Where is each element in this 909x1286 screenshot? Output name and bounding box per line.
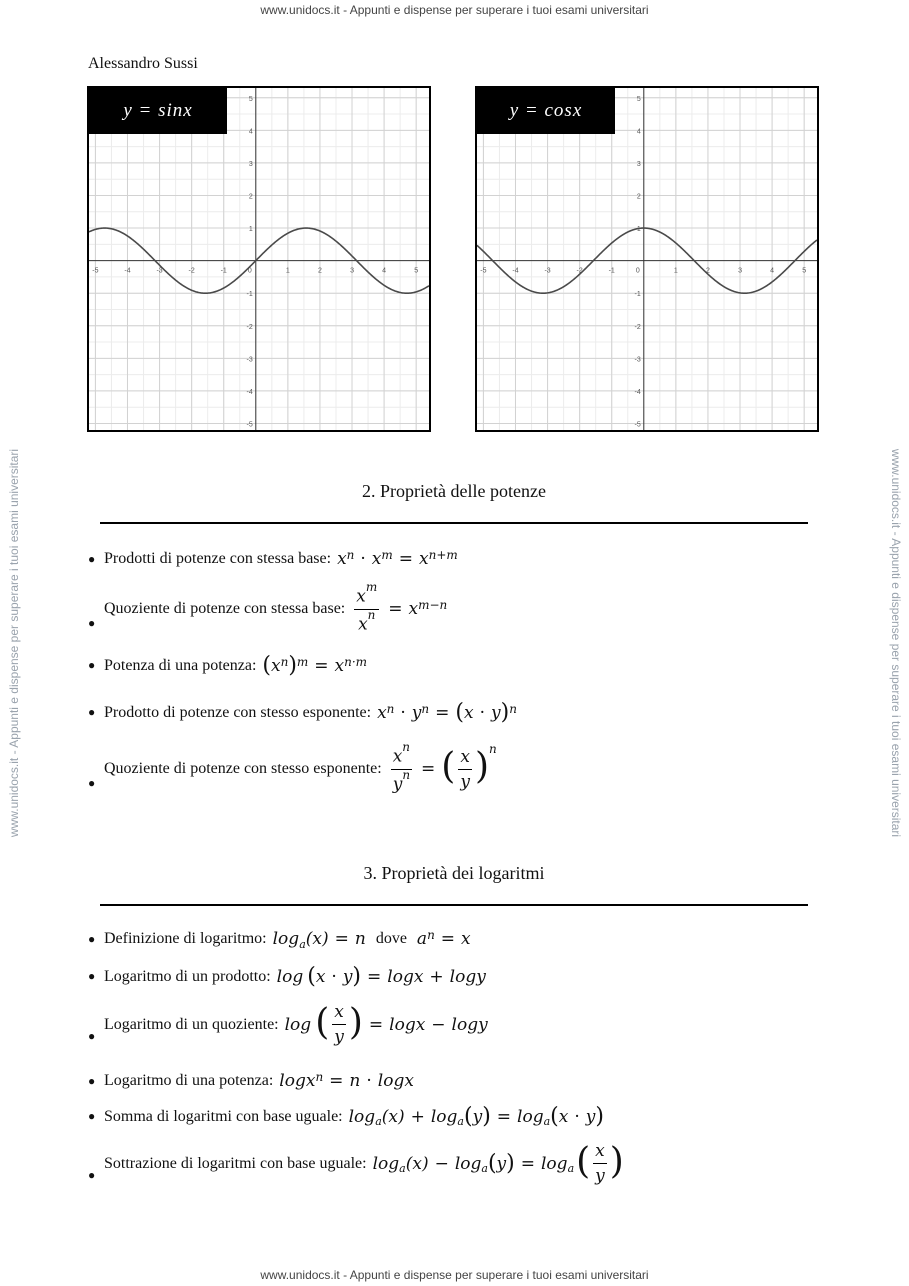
y-tick-label: 5 (636, 95, 641, 103)
sine-graph (87, 86, 431, 432)
list-item (88, 549, 458, 569)
x-tick-label: 2 (705, 267, 710, 275)
formula: x n · y n = ( x · y ) n (377, 700, 517, 725)
list-item (88, 1141, 624, 1186)
formula: log a (x) = n (272, 929, 366, 951)
list-item (88, 1104, 604, 1129)
bullet: ● (88, 705, 96, 719)
item-label: Potenza di una potenza: (104, 656, 257, 674)
list-item (88, 700, 517, 725)
bullet: ● (88, 616, 96, 631)
list-item (88, 580, 448, 635)
formula: logx n = n · logx (279, 1070, 414, 1091)
sine-graph-svg (89, 88, 429, 430)
watermark-side-left: www.unidocs.it - Appunti e dispense per superare i tuoi esami universitari (7, 448, 21, 838)
formula: log ( x · y ) = logx + logy (276, 964, 486, 989)
bullet: ● (88, 776, 96, 791)
y-tick-label: -4 (634, 388, 641, 396)
item-label: Logaritmo di un prodotto: (104, 967, 271, 985)
formula: log a (x) − log a ( y ) = log a ( $\frac{x}{y}$ ) (372, 1140, 624, 1186)
bullet: ● (88, 1109, 96, 1123)
item-label: Prodotto di potenze con stesso esponente: (104, 703, 372, 721)
list-item (88, 964, 486, 989)
bullet: ● (88, 658, 96, 672)
x-tick-label: 2 (317, 267, 322, 275)
x-tick-label: 3 (350, 267, 354, 275)
y-tick-label: -1 (246, 291, 253, 299)
bullet: ● (88, 969, 96, 983)
x-tick-label: 1 (673, 267, 678, 275)
bullet: ● (88, 1029, 96, 1043)
y-tick-label: 4 (636, 128, 641, 136)
item-label: Definizione di logaritmo: (104, 930, 267, 947)
x-tick-label: 5 (802, 267, 807, 275)
x-tick-label: -1 (220, 267, 227, 275)
cosine-graph-svg (477, 88, 817, 430)
y-tick-label: -5 (634, 421, 641, 429)
y-tick-label: 3 (636, 160, 641, 168)
formula: $\frac{x^n}{y^n}$ = ( $\frac{x}{y}$ ) n (392, 740, 497, 795)
x-tick-label: -2 (576, 267, 583, 275)
watermark-footer: www.unidocs.it - Appunti e dispense per superare i tuoi esami universitari (260, 1268, 649, 1282)
formula: x n · x m = x n+m (337, 548, 458, 569)
y-tick-label: 5 (248, 95, 253, 103)
x-tick-label: -2 (188, 267, 195, 275)
item-label: Logaritmo di un quoziente: (104, 1015, 279, 1033)
section-rule (100, 904, 808, 906)
cosine-graph-label: y = cosx (477, 88, 615, 134)
y-tick-label: 3 (248, 160, 253, 168)
item-label: Quoziente di potenze con stessa base: (104, 600, 346, 618)
item-label: Prodotti di potenze con stessa base: (104, 550, 332, 567)
section-rule (100, 522, 808, 524)
y-tick-label: 2 (636, 193, 641, 201)
x-tick-label: -4 (512, 267, 519, 275)
y-tick-label: -2 (634, 323, 641, 331)
list-item (88, 929, 471, 949)
bullet: ● (88, 1168, 96, 1182)
list-item (88, 1071, 414, 1091)
formula: log ( $\frac{x}{y}$ ) = logx − logy (284, 1001, 488, 1047)
y-tick-label: -4 (246, 388, 253, 396)
x-tick-label: 4 (382, 267, 387, 275)
bullet: ● (88, 551, 96, 566)
y-tick-label: 2 (248, 193, 253, 201)
list-item (88, 653, 367, 678)
y-tick-label: 1 (248, 226, 253, 234)
x-tick-label: 0 (247, 267, 252, 275)
x-tick-label: 5 (414, 267, 419, 275)
x-tick-label: 1 (285, 267, 290, 275)
x-tick-label: -5 (480, 267, 487, 275)
formula: ( x n ) m = x n·m (262, 653, 368, 678)
formula: a n = x (416, 928, 471, 949)
y-tick-label: -3 (246, 356, 253, 364)
watermark-side-right: www.unidocs.it - Appunti e dispense per superare i tuoi esami universitari (889, 448, 903, 838)
x-tick-label: -3 (544, 267, 551, 275)
y-tick-label: 1 (636, 226, 641, 234)
list-item (88, 740, 497, 795)
formula: $\frac{x^m}{x^n}$ = x m−n (356, 580, 448, 635)
y-tick-label: 4 (248, 128, 253, 136)
section-title-potenze: 2. Proprietà delle potenze (362, 481, 546, 501)
sine-graph-label: y = sinx (89, 88, 227, 134)
cosine-graph (475, 86, 819, 432)
item-label: Logaritmo di una potenza: (104, 1072, 274, 1089)
bullet: ● (88, 931, 96, 946)
item-label: Quoziente di potenze con stesso esponente: (104, 760, 382, 778)
x-tick-label: 4 (770, 267, 775, 275)
section-title-logaritmi: 3. Proprietà dei logaritmi (363, 863, 545, 883)
word-dove: dove (375, 930, 407, 947)
y-tick-label: -5 (246, 421, 253, 429)
y-tick-label: -3 (634, 356, 641, 364)
x-tick-label: 0 (635, 267, 640, 275)
x-tick-label: -1 (608, 267, 615, 275)
y-tick-label: -1 (634, 291, 641, 299)
bullet: ● (88, 1073, 96, 1088)
x-tick-label: -3 (156, 267, 163, 275)
item-label: Somma di logaritmi con base uguale: (104, 1107, 343, 1125)
item-label: Sottrazione di logaritmi con base uguale: (104, 1154, 367, 1172)
x-tick-label: -5 (92, 267, 99, 275)
watermark-header: www.unidocs.it - Appunti e dispense per superare i tuoi esami universitari (260, 3, 649, 17)
list-item (88, 1002, 488, 1047)
author-name: Alessandro Sussi (88, 55, 198, 72)
x-tick-label: -4 (124, 267, 131, 275)
y-tick-label: -2 (246, 323, 253, 331)
x-tick-label: 3 (738, 267, 742, 275)
formula: log a (x) + log a ( y ) = log a ( x · y ) (348, 1104, 604, 1129)
